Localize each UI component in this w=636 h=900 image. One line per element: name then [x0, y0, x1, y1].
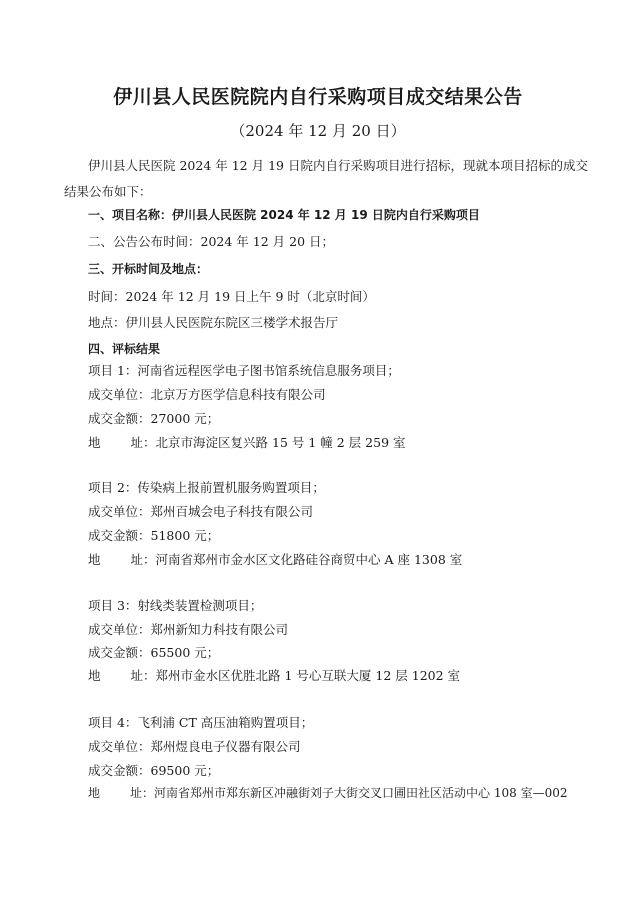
project-2-unit-value: 郑州百城会电子科技有限公司 — [150, 504, 314, 519]
announcement-date: （2024 年 12 月 20 日） — [230, 122, 406, 140]
project-1-unit-value: 北京万方医学信息科技有限公司 — [150, 387, 326, 402]
address-label-a: 地 — [88, 786, 101, 800]
project-1-amount — [88, 409, 219, 427]
project-4-unit-value: 郑州煜良电子仪器有限公司 — [150, 739, 301, 754]
amount-label: 成交金额： — [88, 645, 151, 660]
project-3-unit-value: 郑州新知力科技有限公司 — [150, 622, 289, 637]
address-label-b: 址： — [130, 435, 156, 450]
intro-line-1: 伊川县人民医院 2024 年 12 月 19 日院内自行采购项目进行招标，现就本项目招标的成交 — [88, 158, 588, 173]
project-1-item: 项目 1：河南省远程医学电子图书馆系统信息服务项目； — [88, 363, 400, 378]
amount-label: 成交金额： — [88, 763, 151, 778]
unit-label: 成交单位： — [88, 622, 151, 637]
unit-label: 成交单位： — [88, 387, 151, 402]
address-label-a: 地 — [88, 552, 101, 567]
open-place: 地点：伊川县人民医院东院区三楼学术报告厅 — [88, 315, 339, 330]
section-open-heading: 三、开标时间及地点： — [88, 262, 209, 276]
project-4-address — [88, 784, 567, 801]
project-2-address-value: 河南省郑州市金水区文化路硅谷商贸中心 A 座 1308 室 — [155, 552, 463, 567]
project-1-unit — [88, 385, 326, 403]
project-1-address — [88, 433, 406, 451]
amount-label: 成交金额： — [88, 528, 151, 543]
project-4-address-value: 河南省郑州市郑东新区冲融街刘子大街交叉口圃田社区活动中心 108 室—002 — [154, 786, 568, 800]
page-title: 伊川县人民医院院内自行采购项目成交结果公告 — [113, 86, 523, 108]
address-label-b: 址： — [130, 786, 155, 800]
unit-label: 成交单位： — [88, 504, 151, 519]
unit-label: 成交单位： — [88, 739, 151, 754]
project-3-amount-value: 65500 元； — [150, 645, 220, 660]
project-4-amount-value: 69500 元； — [150, 763, 220, 778]
section-eval-heading: 四、评标结果 — [88, 342, 161, 356]
section-publish-time: 二、公告公布时间：2024 年 12 月 20 日； — [88, 234, 334, 249]
project-1-amount-value: 27000 元； — [150, 411, 220, 426]
project-2-amount-value: 51800 元； — [150, 528, 220, 543]
project-3-unit — [88, 620, 288, 638]
project-2-address — [88, 550, 462, 568]
address-label-b: 址： — [130, 552, 156, 567]
project-3-address — [88, 666, 460, 684]
project-2-amount — [88, 526, 219, 544]
address-label-a: 地 — [88, 435, 101, 450]
project-4-item: 项目 4：飞利浦 CT 高压油箱购置项目； — [88, 715, 314, 730]
project-3-amount — [88, 643, 219, 661]
address-label-b: 址： — [130, 668, 156, 683]
project-3-address-value: 郑州市金水区优胜北路 1 号心互联大厦 12 层 1202 室 — [155, 668, 461, 683]
section-project-name: 一、项目名称：伊川县人民医院 2024 年 12 月 19 日院内自行采购项目 — [88, 208, 480, 222]
project-2-item: 项目 2：传染病上报前置机服务购置项目； — [88, 480, 325, 495]
project-1-address-value: 北京市海淀区复兴路 15 号 1 幢 2 层 259 室 — [155, 435, 406, 450]
amount-label: 成交金额： — [88, 411, 151, 426]
project-2-unit — [88, 502, 313, 520]
project-4-amount — [88, 761, 219, 779]
intro-line-2: 结果公布如下： — [64, 184, 152, 199]
project-4-unit — [88, 737, 301, 755]
project-3-item: 项目 3：射线类装置检测项目； — [88, 598, 263, 613]
address-label-a: 地 — [88, 668, 101, 683]
open-time: 时间：2024 年 12 月 19 日上午 9 时（北京时间） — [88, 289, 375, 304]
